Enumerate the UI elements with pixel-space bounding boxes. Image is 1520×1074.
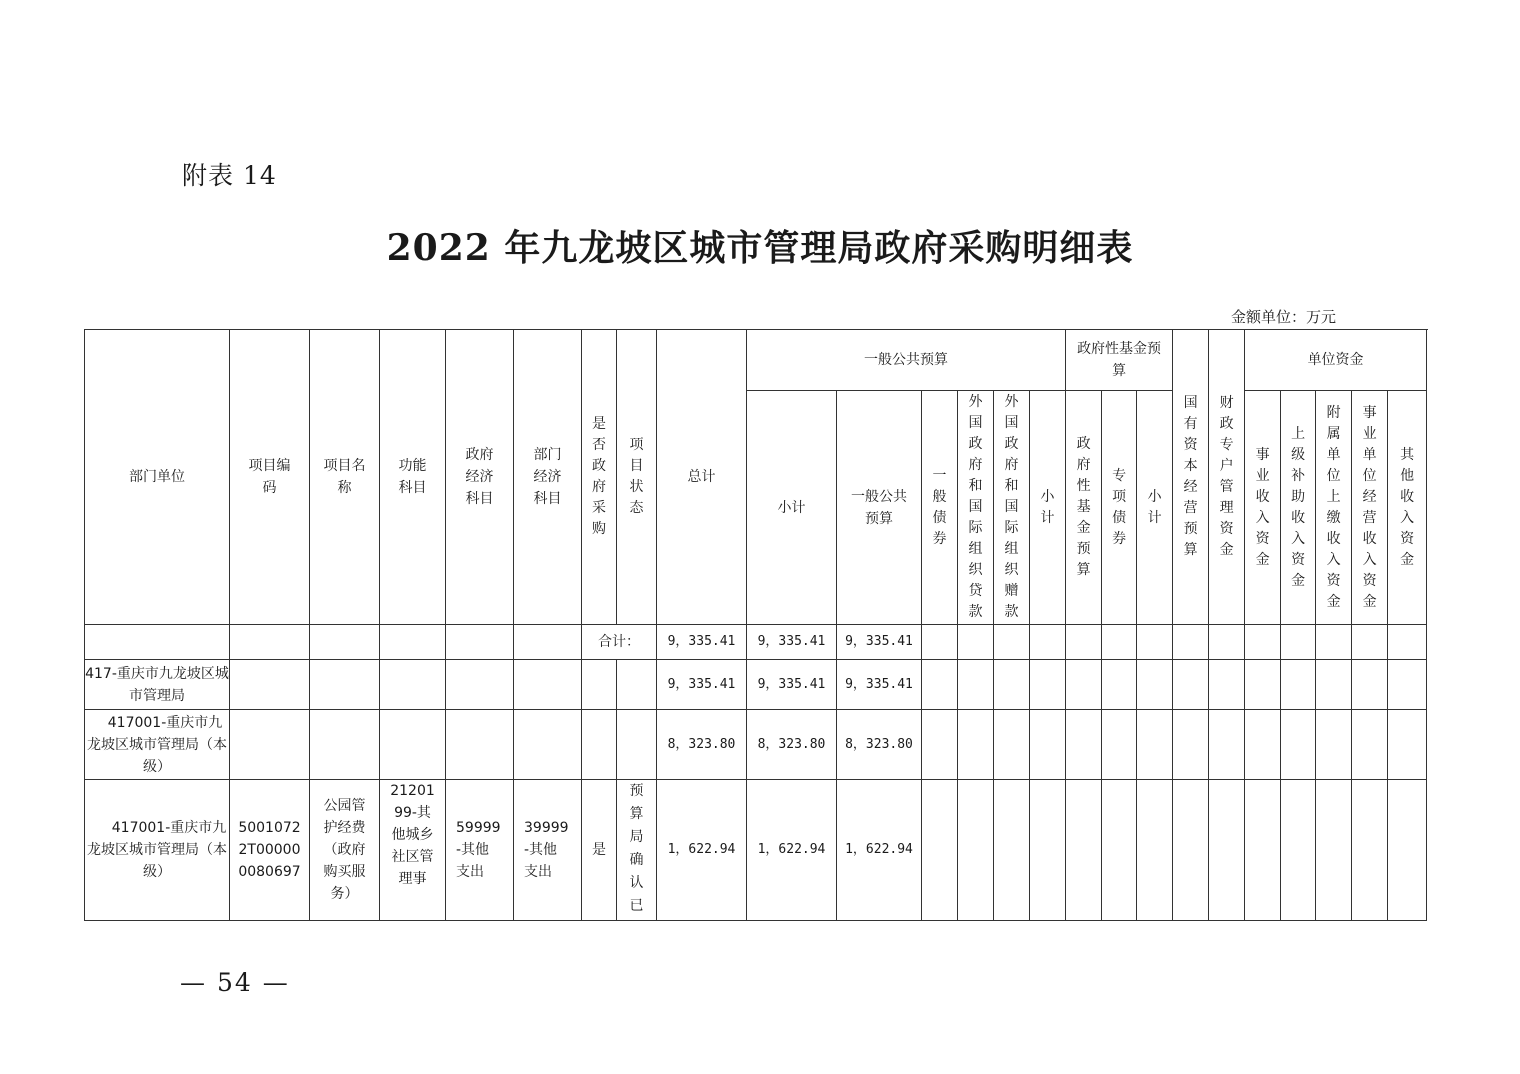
total-gen-subtotal: 9，335.41: [747, 625, 837, 660]
header-unit-group: 单位资金: [1245, 330, 1427, 391]
header-gen-budget: 一般公共预算: [837, 391, 922, 625]
header-proj-code: 项目编码: [230, 330, 310, 625]
row2-dept: 417001-重庆市九龙坡区城市管理局（本级）: [85, 710, 230, 780]
table-row-total: [85, 625, 1427, 660]
header-fiscal-special: 财政专户管理资金: [1219, 395, 1234, 558]
header-general-group: 一般公共预算: [747, 330, 1066, 391]
row3-proj-name: 公园管护经费（政府购买服务）: [310, 780, 380, 921]
header-fund-group: 政府性基金预算: [1066, 330, 1173, 391]
row1-gen-budget: 9，335.41: [837, 660, 922, 710]
header-gen-bond: 一般债券: [932, 467, 947, 547]
header-proj-status: 项目状态: [629, 437, 644, 516]
page-title: 2022 年九龙坡区城市管理局政府采购明细表: [386, 227, 1134, 269]
total-gen-budget: 9，335.41: [837, 625, 922, 660]
row1-gen-subtotal: 9，335.41: [747, 660, 837, 710]
header-foreign-loan: 外国政府和国际组织贷款: [968, 394, 983, 620]
header-total: 总计: [657, 330, 747, 625]
header-row-1: [85, 330, 1427, 391]
header-gov-econ: 政府经济科目: [446, 330, 514, 625]
row3-dept: 417001-重庆市九龙坡区城市管理局（本级）: [85, 780, 230, 921]
header-upper-subsidy: 上级补助收入资金: [1291, 425, 1306, 589]
header-func: 功能科目: [380, 330, 446, 625]
row3-gen-subtotal: 1，622.94: [747, 780, 837, 921]
table-row: [85, 710, 1427, 780]
row2-total: 8，323.80: [657, 710, 747, 780]
header-fund-budget: 政府性基金预算: [1076, 436, 1091, 578]
row1-dept: 417-重庆市九龙坡区城市管理局: [85, 660, 230, 710]
header-dept: 部门单位: [85, 330, 230, 625]
total-label: 合计：: [582, 625, 657, 660]
table-row: [85, 660, 1427, 710]
header-fund-subtotal: 小计: [1040, 488, 1055, 526]
row3-dept-econ: 39999-其他支出: [514, 780, 582, 921]
header-is-gov-purchase: 是否政府采购: [592, 416, 606, 537]
row3-is-gov-purchase: 是: [582, 780, 617, 921]
row3-proj-status: 预算局确认已: [629, 783, 644, 914]
row1-total: 9，335.41: [657, 660, 747, 710]
procurement-table: [84, 329, 1427, 921]
header-proj-name: 项目名称: [310, 330, 380, 625]
header-dept-econ: 部门经济科目: [514, 330, 582, 625]
annex-label: 附表 14: [182, 161, 277, 190]
row3-proj-code: 50010722T000000080697: [230, 780, 310, 921]
row2-gen-subtotal: 8，323.80: [747, 710, 837, 780]
header-gen-subtotal: 小计: [747, 391, 837, 625]
total-total: 9，335.41: [657, 625, 747, 660]
row3-gen-budget: 1，622.94: [837, 780, 922, 921]
header-unit-subtotal: 小计: [1147, 488, 1162, 526]
header-biz-operating: 事业单位经营收入资金: [1362, 404, 1377, 610]
row2-gen-budget: 8，323.80: [837, 710, 922, 780]
header-biz-income: 事业收入资金: [1255, 446, 1270, 568]
unit-label: 金额单位：万元: [1230, 308, 1336, 326]
row3-func: 2120199-其他城乡社区管理事: [380, 780, 446, 921]
table-row: [85, 780, 1427, 921]
header-state-capital: 国有资本经营预算: [1183, 395, 1198, 558]
header-affil-income: 附属单位上缴收入资金: [1326, 404, 1341, 610]
page-number: — 54 —: [180, 968, 290, 997]
header-foreign-gift: 外国政府和国际组织赠款: [1004, 394, 1019, 620]
row3-gov-econ: 59999-其他支出: [446, 780, 514, 921]
header-special-bond: 专项债券: [1112, 467, 1127, 547]
row3-total: 1，622.94: [657, 780, 747, 921]
header-other-income: 其他收入资金: [1400, 446, 1415, 568]
